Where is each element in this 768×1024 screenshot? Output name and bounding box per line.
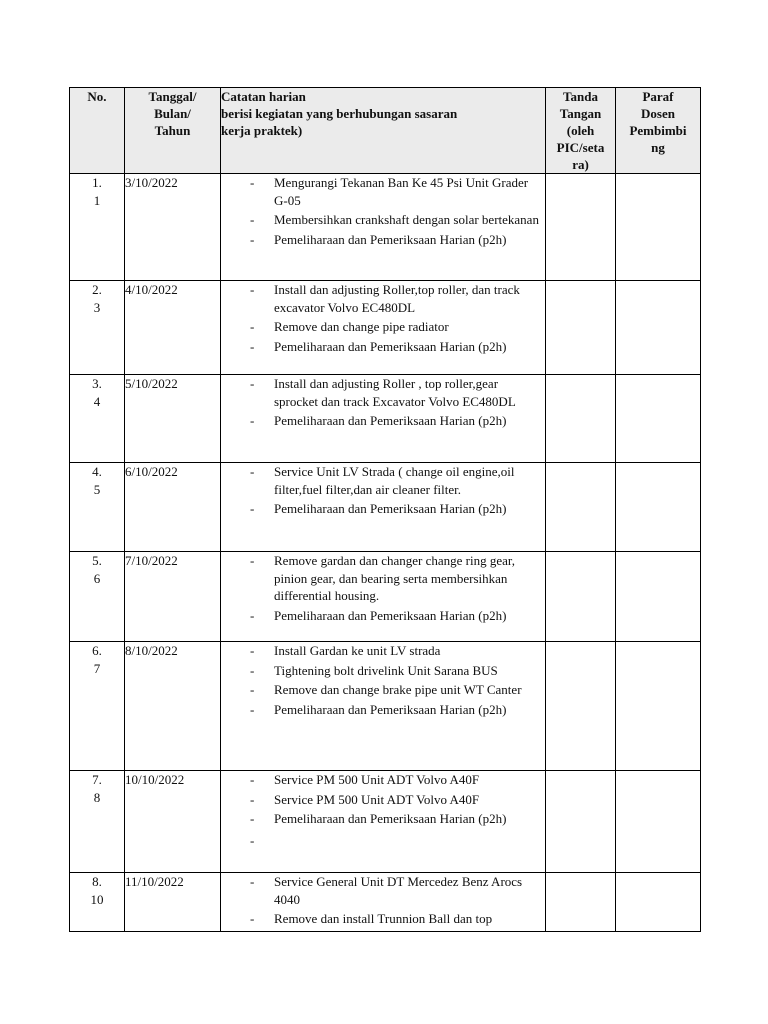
row-paraf-cell (616, 642, 701, 771)
activity-text: Tightening bolt drivelink Unit Sarana BUS (274, 662, 498, 678)
row-signature-cell (546, 771, 616, 873)
bullet-dash: - (250, 338, 255, 354)
row-number-line: 3. (92, 376, 102, 391)
row-number-line: 8. (92, 874, 102, 889)
row-number-line: 8 (93, 789, 101, 805)
activity-text: Remove dan install Trunnion Ball dan top (274, 911, 493, 926)
daily-activity-table (69, 87, 701, 932)
activity-text: Membersihkan crankshaft dengan solar bertekanan (274, 212, 539, 227)
bullet-dash: - (250, 212, 255, 227)
activity-text: Pemeliharaan dan Pemeriksaan Harian (p2h) (274, 231, 507, 247)
activity-text: Install Gardan ke unit LV strada (274, 643, 441, 658)
row-activities (221, 552, 546, 642)
activity-text: Pemeliharaan dan Pemeriksaan Harian (p2h) (274, 701, 507, 717)
activity-text: Remove dan change pipe radiator (274, 319, 449, 334)
bullet-dash: - (250, 701, 255, 717)
activity-item (221, 231, 545, 249)
activity-text: Install dan adjusting Roller , top roller,gear sprocket dan track Excavator Volvo EC480DL (274, 376, 516, 409)
row-number-line: 6. (92, 643, 102, 658)
activity-list (221, 281, 545, 355)
bullet-dash: - (250, 643, 255, 658)
row-number-line: 3 (93, 299, 101, 315)
row-number-line: 7 (93, 660, 101, 676)
table-header-row (70, 88, 701, 174)
header-no: No. (70, 88, 125, 174)
activity-item (221, 771, 545, 789)
row-number (70, 552, 125, 642)
header-date-line: Tanggal/ (148, 89, 197, 104)
activity-text: Pemeliharaan dan Pemeriksaan Harian (p2h) (274, 607, 507, 623)
row-paraf-cell (616, 174, 701, 281)
bullet-dash: - (250, 832, 255, 848)
row-date: 4/10/2022 (125, 281, 221, 375)
row-number (70, 642, 125, 771)
row-number-line: 1 (93, 192, 101, 208)
row-paraf-cell (616, 375, 701, 463)
activity-item (221, 338, 545, 356)
header-paraf (616, 88, 701, 174)
bullet-dash: - (250, 231, 255, 247)
row-number-line: 5 (93, 481, 101, 497)
activity-item (221, 412, 545, 430)
table-row (70, 281, 701, 375)
row-activities (221, 771, 546, 873)
activity-text: Remove dan change brake pipe unit WT Canter (274, 682, 522, 697)
row-paraf-cell (616, 771, 701, 873)
bullet-dash: - (250, 175, 255, 190)
activity-item (221, 211, 545, 229)
activity-item (221, 910, 545, 928)
row-number (70, 771, 125, 873)
table-body (70, 174, 701, 932)
row-number (70, 463, 125, 552)
header-date (125, 88, 221, 174)
bullet-dash: - (250, 811, 255, 826)
row-number-line: 5. (92, 553, 102, 568)
activity-text: Service PM 500 Unit ADT Volvo A40F (274, 772, 480, 787)
bullet-dash: - (250, 911, 255, 926)
activity-text: Pemeliharaan dan Pemeriksaan Harian (p2h) (274, 338, 507, 354)
bullet-dash: - (250, 682, 255, 697)
header-signature (546, 88, 616, 174)
bullet-dash: - (250, 607, 255, 623)
row-number (70, 281, 125, 375)
row-date: 3/10/2022 (125, 174, 221, 281)
activity-item (221, 281, 545, 316)
activity-list (221, 463, 545, 518)
bullet-dash: - (250, 413, 255, 428)
header-date-line: Tahun (154, 123, 191, 138)
row-paraf-cell (616, 281, 701, 375)
activity-text: Service PM 500 Unit ADT Volvo A40F (274, 791, 480, 807)
activity-item (221, 662, 545, 680)
table-row (70, 552, 701, 642)
activity-item (221, 174, 545, 209)
activity-list (221, 552, 545, 624)
activity-item (221, 810, 545, 828)
row-activities (221, 174, 546, 281)
row-number-line: 4 (93, 393, 101, 409)
activity-item (221, 642, 545, 660)
row-activities (221, 375, 546, 463)
activity-item (221, 701, 545, 719)
activity-text: Pemeliharaan dan Pemeriksaan Harian (p2h) (274, 811, 507, 826)
row-number-line: 10 (90, 891, 104, 907)
bullet-dash: - (250, 772, 255, 787)
activity-list (221, 375, 545, 430)
activity-text: Service Unit LV Strada ( change oil engine,oil filter,fuel filter,dan air cleaner filter. (274, 464, 515, 497)
bullet-dash: - (250, 874, 255, 889)
activity-item (221, 463, 545, 498)
activity-item (221, 681, 545, 699)
header-signature-line: Tangan (559, 106, 602, 121)
header-paraf-line: ng (651, 140, 665, 155)
header-notes-line: Catatan harian (221, 89, 306, 104)
bullet-dash: - (250, 282, 255, 297)
header-paraf-line: Pembimbi (629, 123, 687, 138)
activity-text: Pemeliharaan dan Pemeriksaan Harian (p2h) (274, 501, 507, 516)
row-paraf-cell (616, 552, 701, 642)
row-date: 10/10/2022 (125, 771, 221, 873)
activity-text: Service General Unit DT Mercedez Benz Arocs 4040 (274, 874, 523, 907)
header-date-line: Bulan/ (154, 106, 191, 121)
activity-list (221, 771, 545, 848)
activity-item (221, 791, 545, 809)
row-signature-cell (546, 375, 616, 463)
activity-text: Mengurangi Tekanan Ban Ke 45 Psi Unit Grader G-05 (274, 175, 529, 208)
row-signature-cell (546, 873, 616, 932)
bullet-dash: - (250, 376, 255, 391)
bullet-dash: - (250, 791, 255, 807)
row-activities (221, 642, 546, 771)
activity-list (221, 642, 545, 718)
row-number (70, 174, 125, 281)
activity-item (221, 375, 545, 410)
row-number (70, 375, 125, 463)
header-paraf-line: Dosen (641, 106, 675, 121)
activity-text: Install dan adjusting Roller,top roller, dan track excavator Volvo EC480DL (274, 282, 520, 315)
header-paraf-line: Paraf (642, 89, 674, 104)
row-signature-cell (546, 174, 616, 281)
table-row (70, 375, 701, 463)
row-number-line: 1. (92, 175, 102, 190)
header-notes (221, 88, 546, 174)
row-date: 7/10/2022 (125, 552, 221, 642)
header-signature-line: (oleh (566, 123, 595, 138)
table-row (70, 873, 701, 932)
activity-list (221, 174, 545, 248)
bullet-dash: - (250, 553, 255, 568)
table-row (70, 771, 701, 873)
row-number-line: 2. (92, 282, 102, 297)
activity-list (221, 873, 545, 928)
activity-item (221, 873, 545, 908)
activity-text: Remove gardan dan changer change ring gear, pinion gear, dan bearing serta membersihkan differential housing. (274, 553, 515, 603)
activity-item (221, 552, 545, 605)
row-signature-cell (546, 552, 616, 642)
row-date: 6/10/2022 (125, 463, 221, 552)
header-notes-line: berisi kegiatan yang berhubungan sasaran (221, 106, 458, 121)
row-number-line: 7. (92, 772, 102, 787)
row-number-line: 6 (93, 570, 101, 586)
bullet-dash: - (250, 662, 255, 678)
bullet-dash: - (250, 464, 255, 479)
table-row (70, 174, 701, 281)
activity-item (221, 500, 545, 518)
activity-item (221, 607, 545, 625)
header-notes-line: kerja praktek) (221, 123, 303, 138)
row-date: 8/10/2022 (125, 642, 221, 771)
row-signature-cell (546, 463, 616, 552)
table-row (70, 642, 701, 771)
header-signature-line: PIC/seta (556, 140, 605, 155)
table-row (70, 463, 701, 552)
header-signature-line: Tanda (563, 89, 598, 104)
activity-item (221, 318, 545, 336)
row-date: 5/10/2022 (125, 375, 221, 463)
row-number-line: 4. (92, 464, 102, 479)
row-date: 11/10/2022 (125, 873, 221, 932)
activity-text: Pemeliharaan dan Pemeriksaan Harian (p2h) (274, 413, 507, 428)
row-paraf-cell (616, 873, 701, 932)
bullet-dash: - (250, 319, 255, 334)
row-paraf-cell (616, 463, 701, 552)
bullet-dash: - (250, 501, 255, 516)
header-signature-line: ra) (572, 157, 589, 172)
row-activities (221, 463, 546, 552)
row-activities (221, 281, 546, 375)
row-activities (221, 873, 546, 932)
row-signature-cell (546, 281, 616, 375)
row-number (70, 873, 125, 932)
row-signature-cell (546, 642, 616, 771)
